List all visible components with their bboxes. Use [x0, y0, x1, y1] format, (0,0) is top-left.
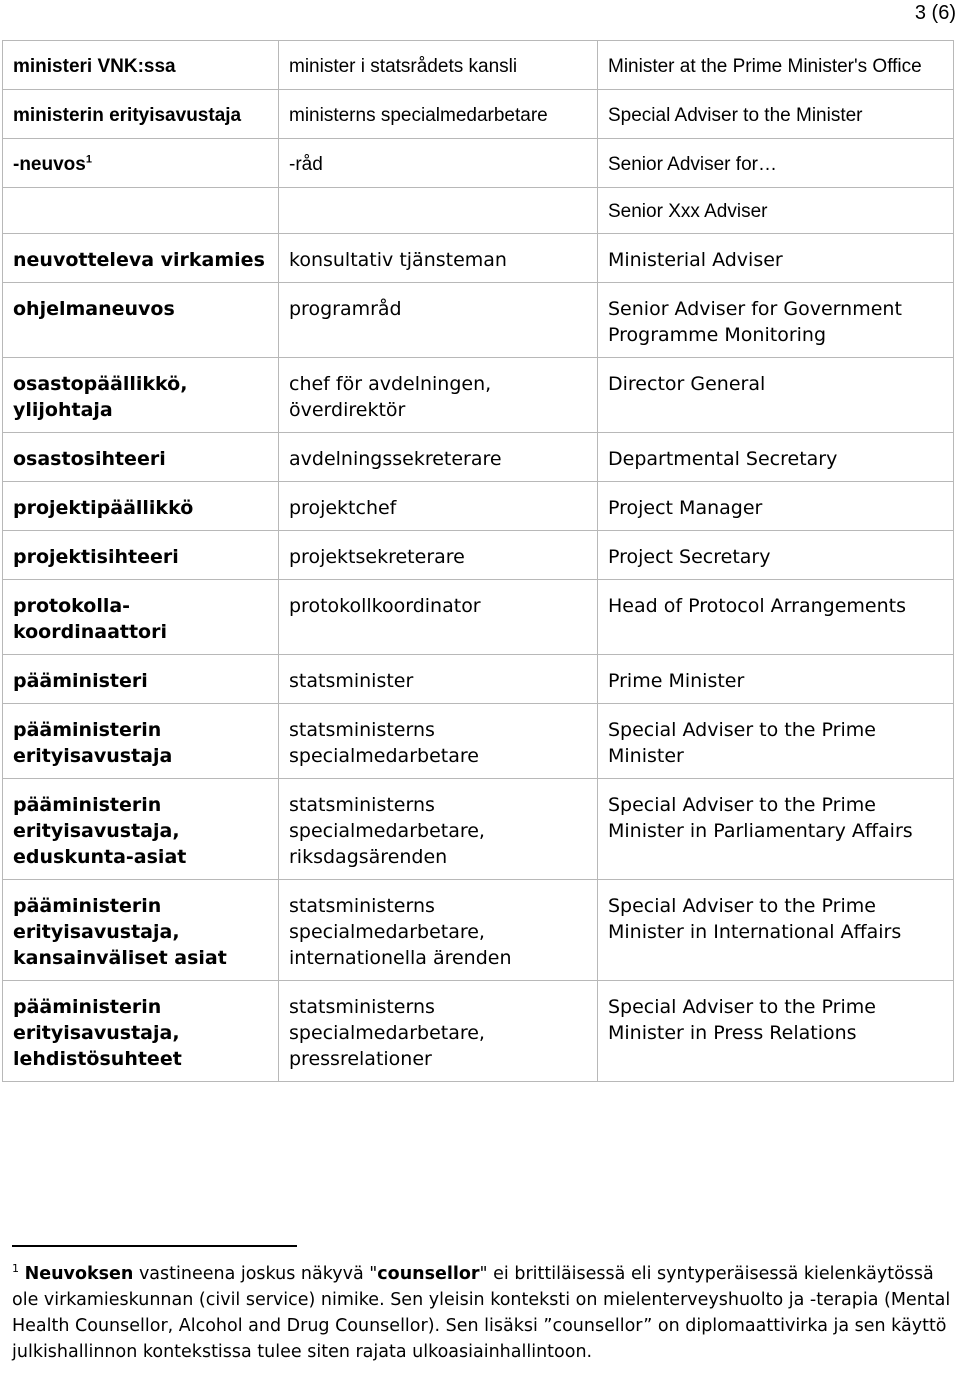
- term-english: Director General: [598, 358, 954, 433]
- table-row: [3, 283, 954, 358]
- term-english: Departmental Secretary: [598, 433, 954, 482]
- empty-cell: [279, 188, 598, 234]
- term-english: Minister at the Prime Minister's Office: [598, 41, 954, 90]
- term-swedish: programråd: [279, 283, 598, 358]
- term-finnish: pääministerin erityisavustaja, eduskunta-asiat: [3, 779, 279, 880]
- footnote-marker: 1: [85, 153, 92, 166]
- footnote-bold-term: counsellor: [377, 1264, 480, 1284]
- footnote-text: " ei brittiläisessä eli syntyperäisessä kielenkäytössä ole virkamieskunnan (civil service) nimike. Sen yleisin konteksti on mielenterveyshuolto ja -terapia (Mental Health Counsellor, Alcohol and Drug Counsellor). Sen lisäksi ”counsellor” on diplomaattivirka ja sen käyttö julkishallinnon kontekstissa tulee siten rajata ulkoasiainhallintoon.: [12, 1264, 951, 1362]
- term-english: Project Secretary: [598, 531, 954, 580]
- term-swedish: projektchef: [279, 482, 598, 531]
- term-english: Special Adviser to the Prime Minister in Parliamentary Affairs: [598, 779, 954, 880]
- term-finnish: pääministerin erityisavustaja, lehdistösuhteet: [3, 981, 279, 1082]
- term-swedish: statsministerns specialmedarbetare, internationella ärenden: [279, 880, 598, 981]
- term-swedish: avdelningssekreterare: [279, 433, 598, 482]
- table-row: [3, 779, 954, 880]
- table-row: [3, 41, 954, 90]
- footnote-separator: [12, 1245, 297, 1247]
- term-english: Prime Minister: [598, 655, 954, 704]
- table-row: [3, 234, 954, 283]
- term-finnish: [3, 139, 279, 188]
- term-swedish: statsminister: [279, 655, 598, 704]
- term-swedish: statsministerns specialmedarbetare, riksdagsärenden: [279, 779, 598, 880]
- table-row: [3, 482, 954, 531]
- page-number: 3 (6): [914, 2, 956, 24]
- term-english: Special Adviser to the Prime Minister in Press Relations: [598, 981, 954, 1082]
- terminology-table: [2, 40, 954, 1082]
- table-row: [3, 880, 954, 981]
- term-english: Special Adviser to the Minister: [598, 90, 954, 139]
- table-row: [3, 188, 954, 234]
- table-row: [3, 139, 954, 188]
- term-swedish: minister i statsrådets kansli: [279, 41, 598, 90]
- table-row: [3, 358, 954, 433]
- term-finnish: ohjelmaneuvos: [3, 283, 279, 358]
- footnote-bold-term: Neuvoksen: [24, 1264, 134, 1284]
- term-english: Senior Xxx Adviser: [598, 188, 954, 234]
- footnote: [12, 1261, 952, 1365]
- table-row: [3, 90, 954, 139]
- term-english: Senior Adviser for…: [598, 139, 954, 188]
- term-swedish: protokollkoordinator: [279, 580, 598, 655]
- term-swedish: statsministerns specialmedarbetare: [279, 704, 598, 779]
- term-swedish: konsultativ tjänsteman: [279, 234, 598, 283]
- table-row: [3, 580, 954, 655]
- table-row: [3, 531, 954, 580]
- term-english: Head of Protocol Arrangements: [598, 580, 954, 655]
- term-finnish: ministeri VNK:ssa: [3, 41, 279, 90]
- term-finnish: osastopäällikkö, ylijohtaja: [3, 358, 279, 433]
- table-row: [3, 704, 954, 779]
- term-swedish: -råd: [279, 139, 598, 188]
- term-english: Ministerial Adviser: [598, 234, 954, 283]
- term-finnish: projektisihteeri: [3, 531, 279, 580]
- footnote-number: 1: [12, 1262, 19, 1276]
- table-row: [3, 981, 954, 1082]
- term-finnish: ministerin erityisavustaja: [3, 90, 279, 139]
- term-english: Special Adviser to the Prime Minister: [598, 704, 954, 779]
- table-row: [3, 655, 954, 704]
- term-finnish: projektipäällikkö: [3, 482, 279, 531]
- term-finnish: protokolla-koordinaattori: [3, 580, 279, 655]
- term-english: Senior Adviser for Government Programme Monitoring: [598, 283, 954, 358]
- term-english: Special Adviser to the Prime Minister in International Affairs: [598, 880, 954, 981]
- term-finnish: pääministerin erityisavustaja, kansainväliset asiat: [3, 880, 279, 981]
- term-finnish: pääministeri: [3, 655, 279, 704]
- term-english: Project Manager: [598, 482, 954, 531]
- term-finnish: neuvotteleva virkamies: [3, 234, 279, 283]
- term-swedish: ministerns specialmedarbetare: [279, 90, 598, 139]
- footnote-text: vastineena joskus näkyvä ": [133, 1264, 378, 1284]
- table-row: [3, 433, 954, 482]
- empty-cell: [3, 188, 279, 234]
- term-swedish: statsministerns specialmedarbetare, pressrelationer: [279, 981, 598, 1082]
- term-finnish: osastosihteeri: [3, 433, 279, 482]
- term-finnish: pääministerin erityisavustaja: [3, 704, 279, 779]
- term-swedish: chef för avdelningen, överdirektör: [279, 358, 598, 433]
- term-swedish: projektsekreterare: [279, 531, 598, 580]
- term-finnish-text: -neuvos: [13, 154, 86, 175]
